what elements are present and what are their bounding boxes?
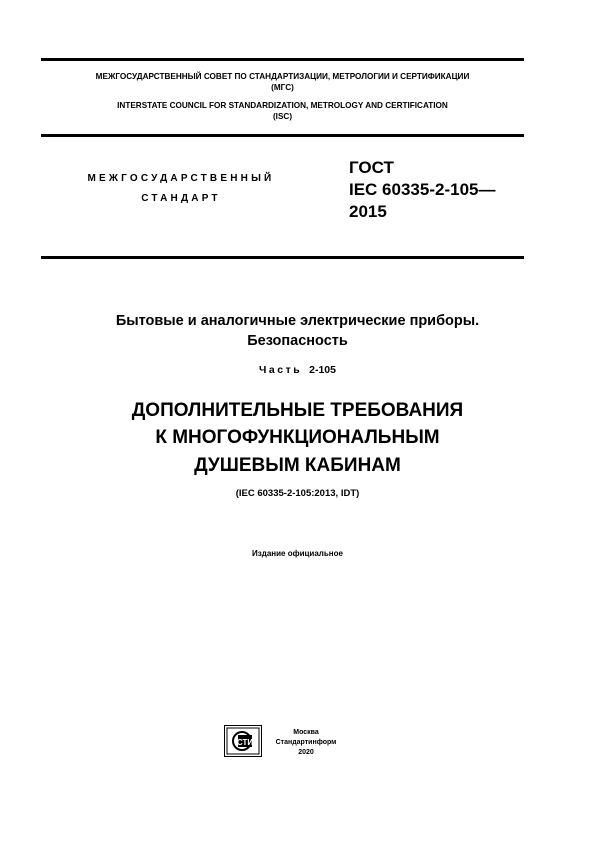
- part-label: [0, 363, 595, 377]
- council-abbr-ru: (МГС): [271, 83, 294, 92]
- publisher-logo: [224, 725, 262, 757]
- designation-year: 2015: [349, 202, 387, 221]
- main-title-line3: ДУШЕВЫМ КАБИНАМ: [194, 455, 401, 476]
- main-title-line1: ДОПОЛНИТЕЛЬНЫЕ ТРЕБОВАНИЯ: [131, 400, 464, 421]
- council-name-en: INTERSTATE COUNCIL FOR STANDARDIZATION, METROLOGY AND CERTIFICATION: [117, 101, 448, 110]
- standard-type-line2: СТАНДАРТ: [141, 193, 221, 204]
- publisher-info: [268, 728, 344, 757]
- part-number: 2-105: [309, 364, 336, 376]
- iec-reference: (IEC 60335-2-105:2013, IDT): [235, 488, 360, 499]
- subtitle-line1: Бытовые и аналогичные электрические приборы.: [115, 313, 480, 329]
- designation-number: IEC 60335-2-105—: [349, 180, 496, 199]
- standard-type: [41, 172, 321, 205]
- part-prefix: Часть: [259, 364, 303, 376]
- designation-gost: ГОСТ: [349, 158, 394, 177]
- publisher-city: Москва: [293, 729, 319, 736]
- council-name-ru: МЕЖГОСУДАРСТВЕННЫЙ СОВЕТ ПО СТАНДАРТИЗАЦИИ, МЕТРОЛОГИИ И СЕРТИФИКАЦИИ: [95, 72, 470, 81]
- publisher-name: Стандартинформ: [275, 739, 337, 746]
- standard-type-line1: МЕЖГОСУДАРСТВЕННЫЙ: [87, 173, 275, 184]
- top-rule: [41, 58, 524, 61]
- main-title-line2: К МНОГОФУНКЦИОНАЛЬНЫМ: [155, 427, 440, 448]
- logo-text: СТИ: [236, 738, 254, 747]
- subtitle-line2: Безопасность: [247, 333, 348, 349]
- designation-rule: [41, 256, 524, 259]
- logo-icon: [224, 725, 262, 757]
- council-abbr-en: (ISC): [272, 112, 293, 121]
- edition-note: Издание официальное: [252, 549, 343, 558]
- publisher-year: 2020: [298, 749, 314, 756]
- header-rule: [41, 134, 524, 137]
- standard-designation: [349, 158, 495, 222]
